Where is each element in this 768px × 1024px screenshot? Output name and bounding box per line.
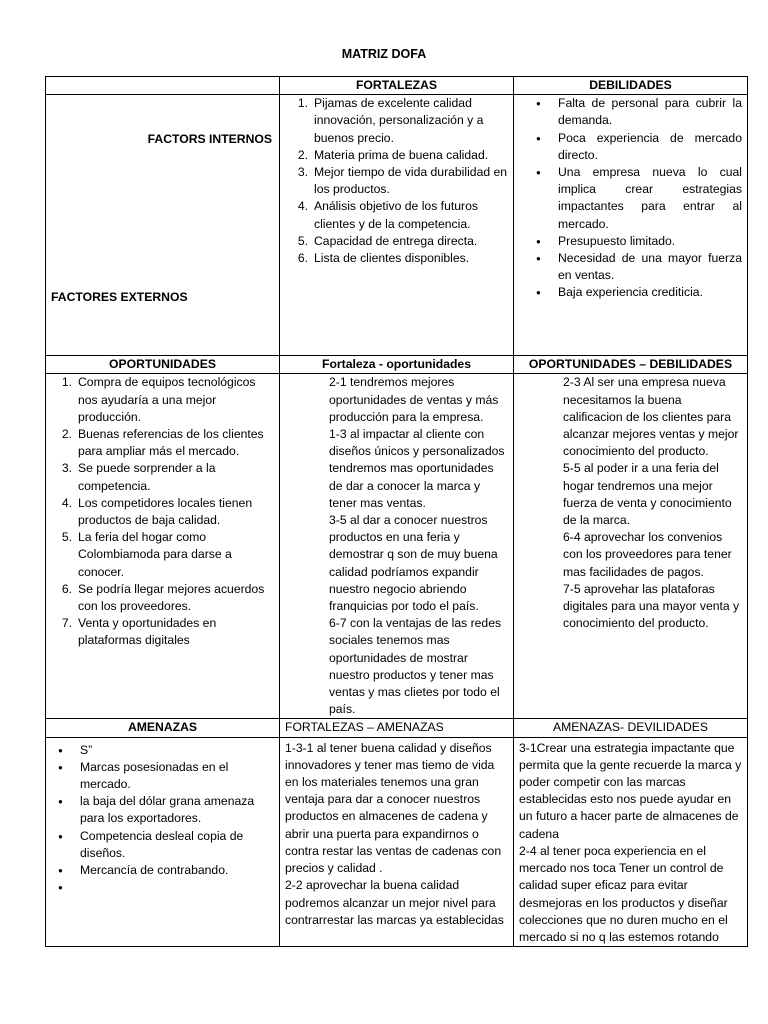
fo-header: Fortaleza - oportunidades (280, 356, 514, 374)
list-item (56, 879, 274, 896)
amenazas-list (56, 742, 274, 897)
fa-header: FORTALEZAS – AMENAZAS (280, 719, 514, 737)
list-item: Materia prima de buena calidad. (314, 147, 489, 162)
fo-cell (280, 374, 514, 719)
debilidades-header: DEBILIDADES (514, 77, 748, 95)
list-item: ● Necesidad de una mayor fuerza en ventas. (534, 250, 742, 284)
list-item: Mejor tiempo de vida durabilidad en los productos. (314, 165, 508, 197)
paragraph: 6-7 con la ventajas de las redes sociales tenemos mas oportunidades de mostrar nuestro productos y tener mas ventas y mas clietes por todo el país. (329, 616, 502, 717)
fortalezas-cell (280, 95, 514, 356)
list-item: ● S” (56, 742, 274, 759)
list-item: Venta y oportunidades en plataformas digitales (78, 616, 217, 648)
fortalezas-list (290, 95, 508, 267)
paragraph: 2-1 tendremos mejores oportunidades de ventas y más producción para la empresa. (329, 375, 499, 424)
paragraph: 2-3 Al ser una empresa nueva necesitamos la buena calificacion de los clientes para alcanzar mejores ventas y mejor conocimiento del producto. (563, 375, 739, 459)
paragraph: 1-3 al impactar al cliente con diseños únicos y personalizados tendremos mas oportunidades de dar a conocer la marca y tener mas ventas. (329, 427, 505, 510)
fortalezas-header: FORTALEZAS (280, 77, 514, 95)
debilidades-cell (514, 95, 748, 356)
od-header: OPORTUNIDADES – DEBILIDADES (514, 356, 748, 374)
amenazas-header-row (46, 719, 748, 737)
list-item: Capacidad de entrega directa. (314, 233, 478, 248)
oportunidades-row (46, 374, 748, 719)
debilidades-list (534, 95, 742, 301)
list-item: Se puede sorprender a la competencia. (78, 461, 216, 493)
page-title: MATRIZ DOFA (341, 47, 427, 61)
list-item: Lista de clientes disponibles. (314, 251, 470, 266)
od-paragraphs (519, 374, 742, 632)
list-item: ● Falta de personal para cubrir la demanda. (534, 95, 742, 129)
oportunidades-cell (46, 374, 280, 719)
factores-internos-label: FACTORS INTERNOS (147, 132, 272, 147)
paragraph: 6-4 aprovechar los convenios con los proveedores para tener mas facilidades de pagos. (563, 530, 732, 579)
list-item: La feria del hogar como Colombiamoda para darse a conocer. (78, 530, 232, 579)
list-item: Se podría llegar mejores acuerdos con los proveedores. (78, 581, 265, 614)
ad-cell (514, 737, 748, 946)
factors-cell (46, 95, 280, 356)
list-item: ● Poca experiencia de mercado directo. (534, 130, 742, 164)
header-row (46, 77, 748, 95)
amenazas-cell (46, 737, 280, 946)
paragraph: 1-3-1 al tener buena calidad y diseños innovadores y tener mas tiemo de vida en los materiales tenemos una gran ventaja para dar a conocer nuestros productos en almacenes de cadena y abrir una puerta para expandirnos o contra restar las ventas de cadenas con precios y calidad . (285, 740, 502, 876)
list-item: ● Presupuesto limitado. (534, 233, 742, 250)
internal-factors-row (46, 95, 748, 356)
factores-externos-label: FACTORES EXTERNOS (51, 290, 188, 305)
list-item: Los competidores locales tienen productos de baja calidad. (78, 495, 253, 528)
paragraph: 3-1Crear una estrategia impactante que permita que la gente recuerde la marca y poder competir con las marcas establecidas esto nos puede ayudar en un futuro a hacer parte de almacenes de cadena (519, 740, 742, 841)
list-item: Análisis objetivo de los futuros clientes y de la competencia. (314, 199, 478, 231)
paragraph: 7-5 aprovehar las plataforas digitales para una mayor venta y conocimiento del producto. (563, 581, 740, 631)
oportunidades-list (54, 374, 274, 649)
paragraph: 3-5 al dar a conocer nuestros productos en una feria y demostrar q son de muy buena calidad podríamos expandir nuestro negocio abriendo franquicias por todo el país. (329, 513, 498, 614)
list-item: ● Una empresa nueva lo cual implica crear estrategias impactantes para entrar al mercado. (534, 164, 742, 233)
empty-corner-cell (46, 77, 280, 95)
dofa-matrix (45, 76, 748, 947)
list-item: ● la baja del dólar grana amenaza para los exportadores. (56, 793, 274, 827)
fa-cell (280, 737, 514, 946)
list-item: Pijamas de excelente calidad innovación, personalización y a buenos precio. (314, 96, 484, 145)
fo-paragraphs (285, 374, 508, 718)
list-item: Compra de equipos tecnológicos nos ayudaría a una mejor producción. (78, 375, 256, 424)
list-item: ● Mercancía de contrabando. (56, 862, 274, 879)
oportunidades-header-row (46, 356, 748, 374)
amenazas-header: AMENAZAS (46, 719, 280, 737)
list-item: ● Marcas posesionadas en el mercado. (56, 759, 274, 793)
list-item: ● Baja experiencia crediticia. (534, 284, 742, 301)
paragraph: 2-4 al tener poca experiencia en el mercado nos toca Tener un control de calidad super eficaz para evitar desmejoras en los productos y diseñar colecciones que no duren mucho en el mercado si no q las estemos rotando (519, 843, 728, 944)
amenazas-row (46, 737, 748, 946)
list-item: ● Competencia desleal copia de diseños. (56, 828, 274, 862)
ad-header: AMENAZAS- DEVILIDADES (514, 719, 748, 737)
oportunidades-header: OPORTUNIDADES (46, 356, 280, 374)
paragraph: 5-5 al poder ir a una feria del hogar tendremos una mejor fuerza de venta y conocimiento de la marca. (563, 461, 732, 528)
paragraph: 2-2 aprovechar la buena calidad podremos alcanzar un mejor nivel para contrarrestar las marcas ya establecidas (285, 878, 504, 927)
od-cell (514, 374, 748, 719)
list-item: Buenas referencias de los clientes para ampliar más el mercado. (78, 427, 264, 459)
